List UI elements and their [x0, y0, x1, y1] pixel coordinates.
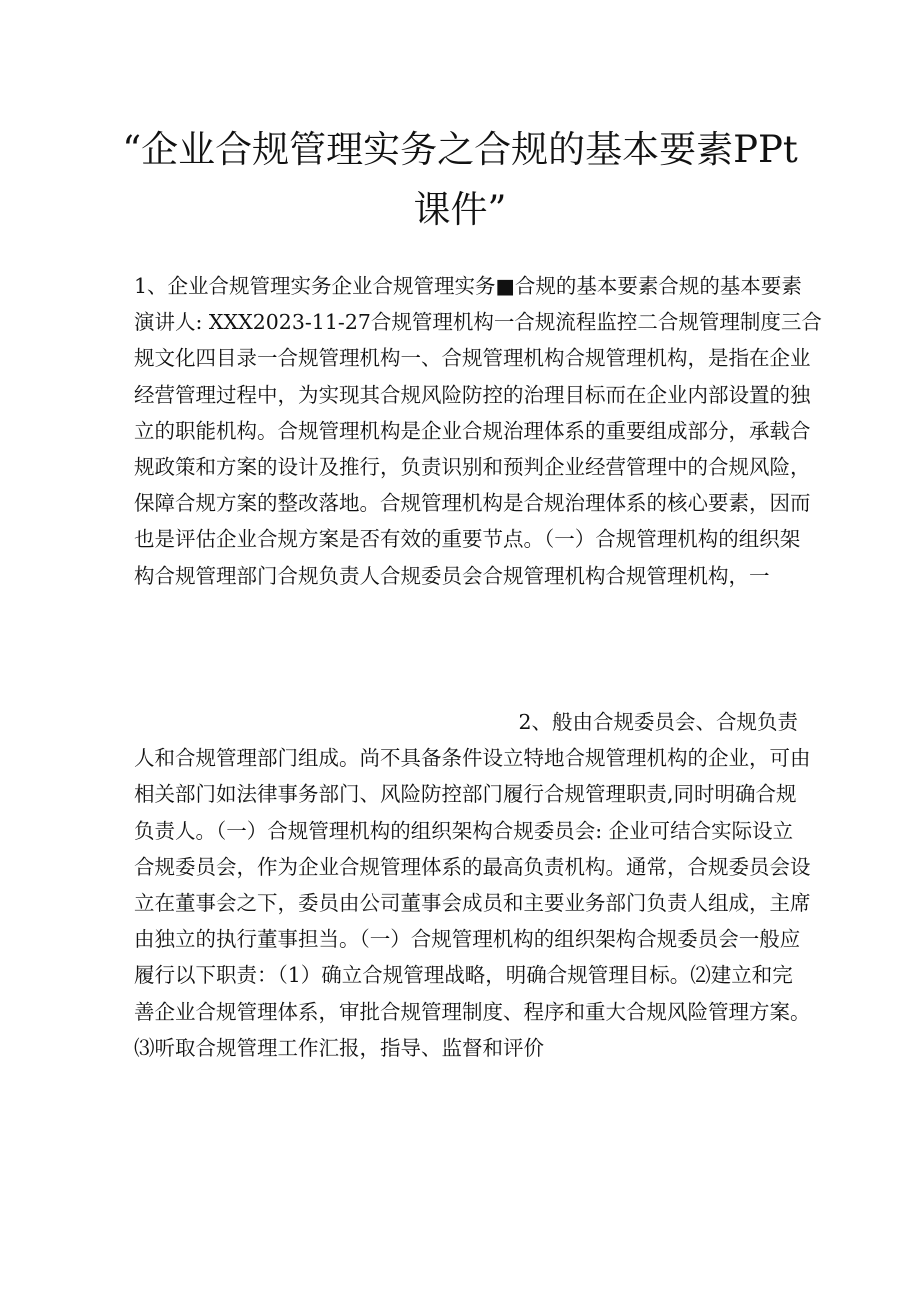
paragraph-1-line: 演讲人: XXX2023-11-27合规管理机构一合规流程监控二合规管理制度三合: [134, 310, 822, 335]
paragraph-2-line: 由独立的执行董事担当。（一）合规管理机构的组织架构合规委员会一般应: [134, 927, 801, 952]
paragraph-1-line: 也是评估企业合规方案是否有效的重要节点。（一）合规管理机构的组织架: [134, 527, 801, 552]
paragraph-1-line: 构合规管理部门合规负责人合规委员会合规管理机构合规管理机构，一: [134, 563, 770, 588]
paragraph-1-line: 1、企业合规管理实务企业合规管理实务■合规的基本要素合规的基本要素: [134, 274, 802, 298]
document-title-line-2: 课件”: [413, 188, 507, 231]
paragraph-2-line: 履行以下职责：（1）确立合规管理战略，明确合规管理目标。⑵建立和完: [134, 963, 793, 988]
paragraph-2-line: 立在董事会之下，委员由公司董事会成员和主要业务部门负责人组成，主席: [134, 890, 811, 915]
paragraph-1-line: 经营管理过程中，为实现其合规风险防控的治理目标而在企业内部设置的独: [134, 382, 811, 407]
paragraph-2-line: 人和合规管理部门组成。尚不具备条件设立特地合规管理机构的企业，可由: [134, 746, 811, 771]
paragraph-2-line: 2、般由合规委员会、合规负责: [518, 710, 798, 734]
paragraph-2-line: 负责人。（一）合规管理机构的组织架构合规委员会: 企业可结合实际设立: [134, 818, 794, 843]
paragraph-1-line: 保障合规方案的整改落地。合规管理机构是合规治理体系的核心要素，因而: [134, 491, 811, 516]
paragraph-2-line: 合规委员会，作为企业合规管理体系的最高负责机构。通常，合规委员会设: [134, 854, 811, 879]
paragraph-2-line: ⑶听取合规管理工作汇报，指导、监督和评价: [134, 1035, 544, 1060]
paragraph-2-line: 善企业合规管理体系，审批合规管理制度、程序和重大合规风险管理方案。: [134, 999, 811, 1024]
paragraph-2-line: 相关部门如法律事务部门、风险防控部门履行合规管理职责,同时明确合规: [134, 782, 797, 807]
paragraph-2: [134, 704, 811, 1066]
paragraph-1-line: 规政策和方案的设计及推行，负责识别和预判企业经营管理中的合规风险，: [134, 454, 811, 479]
document-title-line-1: “企业合规管理实务之合规的基本要素PPt: [122, 128, 798, 171]
paragraph-1-line: 立的职能机构。合规管理机构是企业合规治理体系的重要组成部分，承载合: [134, 418, 811, 443]
paragraph-1: [134, 268, 822, 594]
paragraph-1-line: 规文化四目录一合规管理机构一、合规管理机构合规管理机构，是指在企业: [134, 346, 811, 371]
